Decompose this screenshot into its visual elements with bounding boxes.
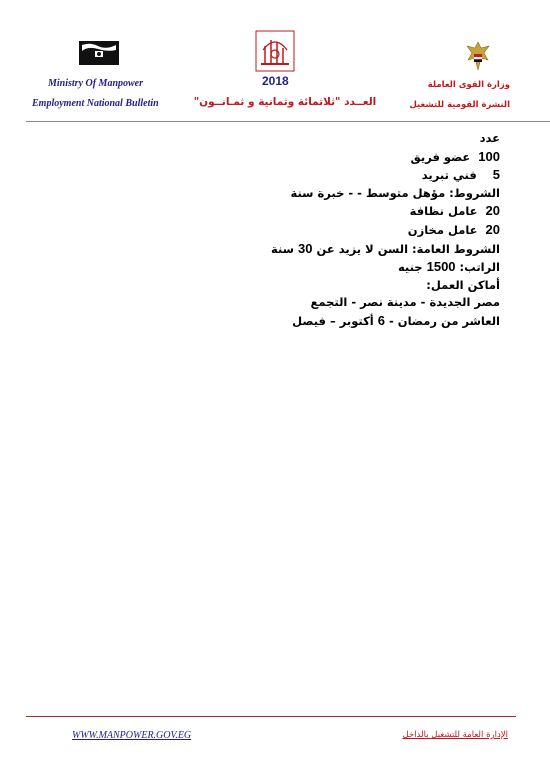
issue-year: 2018: [262, 74, 289, 88]
job-row: [100, 166, 500, 185]
work-locations-label: أماكن العمل:: [426, 277, 500, 292]
job-row: [100, 148, 500, 167]
job-count: 5: [492, 167, 500, 183]
salary-currency: جنيه: [397, 260, 423, 275]
bulletin-name-english: Employment National Bulletin: [32, 98, 159, 109]
website-link[interactable]: WWW.MANPOWER.GOV.EG: [72, 730, 192, 741]
salary-label: الراتب:: [459, 260, 500, 275]
job-conditions: الشروط: مؤهل متوسط - - خبرة سنة: [290, 185, 500, 200]
job-listing: [100, 130, 500, 331]
department-name: الإدارة العامة للتشغيل بالداخل: [402, 730, 508, 740]
job-title: عامل نظافة: [409, 204, 478, 219]
location-number: 6: [377, 312, 385, 328]
job-title: عضو فريق: [410, 149, 471, 164]
eagle-emblem-icon: [463, 40, 493, 74]
ministry-name-arabic: وزارة القوى العاملة: [427, 80, 510, 90]
job-title: فني تبريد: [421, 168, 477, 183]
general-conditions: [100, 240, 500, 259]
job-row: [100, 221, 500, 240]
manpower-logo-icon: [255, 30, 295, 72]
issue-number-arabic: العــدد "ثلاثمائة وثمانية و ثمـانــون": [193, 96, 377, 108]
location-text: أكتوبر – فيصل: [292, 313, 374, 328]
work-locations-line: مصر الجديدة - مدينة نصر - التجمع: [310, 295, 500, 310]
footer-divider: [26, 716, 516, 717]
max-age: 30: [298, 240, 313, 256]
job-title: عامل مخازن: [407, 222, 478, 237]
page-header: [0, 0, 550, 122]
work-locations-line: [100, 312, 500, 331]
general-conditions-text: الشروط العامة: السن لا يزيد عن: [316, 241, 500, 256]
job-row: [100, 202, 500, 221]
job-count: 20: [485, 203, 500, 219]
salary-amount: 1500: [426, 259, 456, 275]
bulletin-name-arabic: النشرة القومية للتشغيل: [409, 100, 510, 110]
job-count: 100: [478, 148, 500, 164]
header-divider: [26, 121, 550, 122]
location-text: العاشر من رمضان -: [389, 313, 500, 328]
ministry-name-english: Ministry Of Manpower: [48, 78, 144, 89]
job-count: 20: [485, 221, 500, 237]
age-unit: سنة: [271, 241, 294, 256]
salary: [100, 258, 500, 277]
count-column-label: عدد: [479, 131, 500, 145]
flag-emblem-icon: [78, 40, 120, 66]
